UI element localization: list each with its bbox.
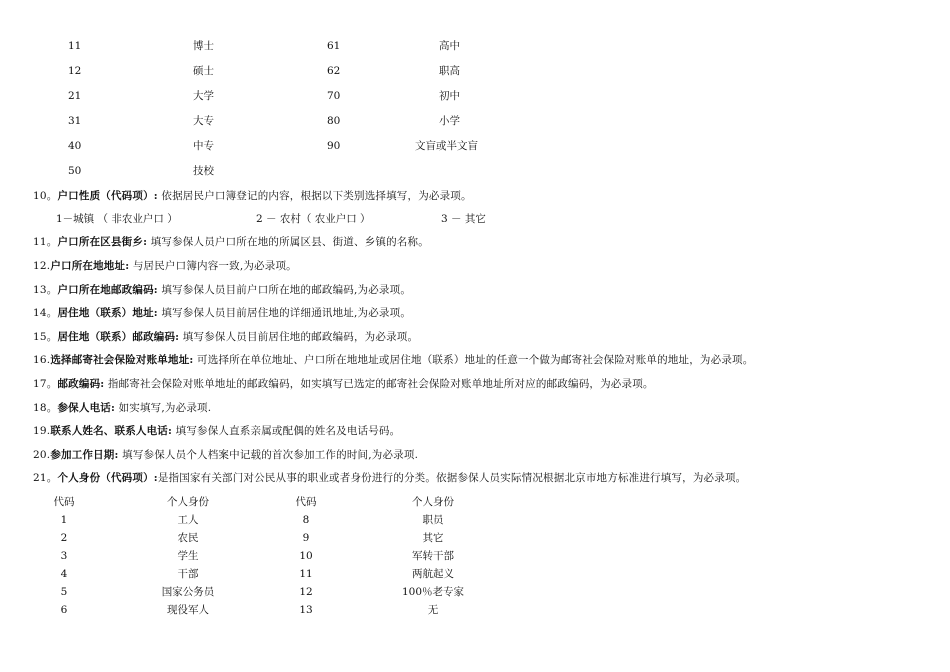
edu-code: 61 (327, 40, 341, 52)
item-17 (33, 376, 654, 392)
edu-name: 高中 (439, 40, 460, 52)
edu-code: 40 (68, 140, 82, 152)
identity-code: 6 (60, 604, 68, 616)
item-number: 10。 (33, 190, 58, 202)
edu-code: 80 (327, 115, 341, 127)
item-18 (33, 400, 211, 416)
edu-name: 小学 (439, 115, 460, 127)
item-title: 户口所在地邮政编码: (57, 284, 158, 296)
identity-code: 9 (302, 532, 310, 544)
item-number: 17。 (33, 378, 58, 390)
item-number: 16. (33, 354, 51, 366)
item-title: 居住地（联系）邮政编码: (57, 331, 180, 343)
item-title: 参加工作日期: (50, 449, 119, 461)
identity-name: 干部 (177, 568, 199, 580)
item-20 (33, 447, 418, 463)
edu-name: 博士 (193, 40, 214, 52)
item-title: 个人身份（代码项）: (57, 472, 158, 484)
item-title: 邮政编码: (57, 378, 105, 390)
column-header: 代码 (53, 496, 75, 508)
item-12 (33, 258, 297, 274)
edu-code: 31 (68, 115, 82, 127)
item-16 (33, 352, 753, 368)
item-title: 联系人姓名、联系人电话: (50, 425, 173, 437)
item-19 (33, 423, 400, 439)
edu-name: 硕士 (193, 65, 214, 77)
edu-name: 初中 (439, 90, 460, 102)
hukou-option-3: 3 － 其它 (441, 213, 486, 225)
edu-code: 90 (327, 140, 341, 152)
item-15 (33, 329, 418, 345)
item-text: 填写参保人员个人档案中记载的首次参加工作的时间,为必录项. (118, 449, 419, 461)
edu-name: 文盲或半文盲 (415, 140, 478, 152)
edu-code: 21 (68, 90, 82, 102)
hukou-option-1: 1－城镇 （ 非农业户口 ） (56, 213, 178, 225)
identity-code: 5 (60, 586, 68, 598)
item-text: 是指国家有关部门对公民从事的职业或者身份进行的分类。依据参保人员实际情况根据北京市地方标准进行填写，为必录项。 (157, 472, 747, 484)
item-title: 户口所在地地址: (50, 260, 130, 272)
item-text: 填写参保人员目前居住地的详细通讯地址,为必录项。 (157, 307, 412, 319)
edu-code: 12 (68, 65, 82, 77)
item-title: 户口性质（代码项）: (57, 190, 158, 202)
hukou-option-2: 2 － 农村（ 农业户口 ） (256, 213, 371, 225)
item-title: 户口所在区县街乡: (57, 236, 148, 248)
item-text: 如实填写,为必录项. (115, 402, 212, 414)
edu-name: 技校 (193, 165, 214, 177)
item-title: 参保人电话: (57, 402, 116, 414)
identity-name: 农民 (177, 532, 199, 544)
identity-code: 1 (60, 514, 68, 526)
identity-name: 职员 (422, 514, 444, 526)
item-number: 20. (33, 449, 51, 461)
edu-code: 50 (68, 165, 82, 177)
item-title: 居住地（联系）地址: (57, 307, 158, 319)
identity-code: 12 (299, 586, 313, 598)
identity-name: 学生 (177, 550, 199, 562)
item-text: 可选择所在单位地址、户口所在地地址或居住地（联系）地址的任意一个做为邮寄社会保险对账单的地址，为必录项。 (193, 354, 754, 366)
identity-name: 100％老专家 (401, 586, 465, 598)
item-text: 填写参保人员户口所在地的所属区县、街道、乡镇的名称。 (147, 236, 429, 248)
identity-code: 3 (60, 550, 68, 562)
identity-code: 8 (302, 514, 310, 526)
column-header: 代码 (295, 496, 317, 508)
item-number: 18。 (33, 402, 58, 414)
item-number: 14。 (33, 307, 58, 319)
identity-name: 现役军人 (167, 604, 209, 616)
edu-name: 大学 (193, 90, 214, 102)
identity-code: 10 (299, 550, 313, 562)
item-title: 选择邮寄社会保险对账单地址: (50, 354, 194, 366)
item-text: 与居民户口簿内容一致,为必录项。 (129, 260, 297, 272)
item-text: 填写参保人直系亲属或配偶的姓名及电话号码。 (172, 425, 401, 437)
identity-code: 2 (60, 532, 68, 544)
edu-name: 职高 (439, 65, 460, 77)
column-header: 个人身份 (412, 496, 454, 508)
identity-name: 无 (427, 604, 439, 616)
item-number: 21。 (33, 472, 58, 484)
identity-code: 13 (299, 604, 313, 616)
item-text: 填写参保人员目前居住地的邮政编码，为必录项。 (179, 331, 419, 343)
item-number: 11。 (33, 236, 58, 248)
item-13 (33, 282, 411, 298)
item-number: 15。 (33, 331, 58, 343)
edu-code: 62 (327, 65, 341, 77)
identity-name: 军转干部 (412, 550, 454, 562)
item-text: 指邮寄社会保险对账单地址的邮政编码，如实填写已选定的邮寄社会保险对账单地址所对应的邮政编码，为必录项。 (104, 378, 654, 390)
item-number: 13。 (33, 284, 58, 296)
column-header: 个人身份 (167, 496, 209, 508)
item-number: 12. (33, 260, 51, 272)
identity-name: 两航起义 (412, 568, 454, 580)
edu-code: 70 (327, 90, 341, 102)
edu-name: 中专 (193, 140, 214, 152)
item-10 (33, 188, 472, 204)
item-number: 19. (33, 425, 51, 437)
identity-name: 其它 (422, 532, 444, 544)
identity-name: 工人 (177, 514, 199, 526)
item-14 (33, 305, 411, 321)
item-text: 填写参保人员目前户口所在地的邮政编码,为必录项。 (157, 284, 412, 296)
item-11 (33, 234, 429, 250)
edu-code: 11 (68, 40, 82, 52)
identity-code: 4 (60, 568, 68, 580)
identity-code: 11 (299, 568, 313, 580)
item-21 (33, 470, 746, 486)
edu-name: 大专 (193, 115, 214, 127)
item-text: 依据居民户口簿登记的内容，根据以下类别选择填写，为必录项。 (157, 190, 472, 202)
identity-name: 国家公务员 (161, 586, 215, 598)
